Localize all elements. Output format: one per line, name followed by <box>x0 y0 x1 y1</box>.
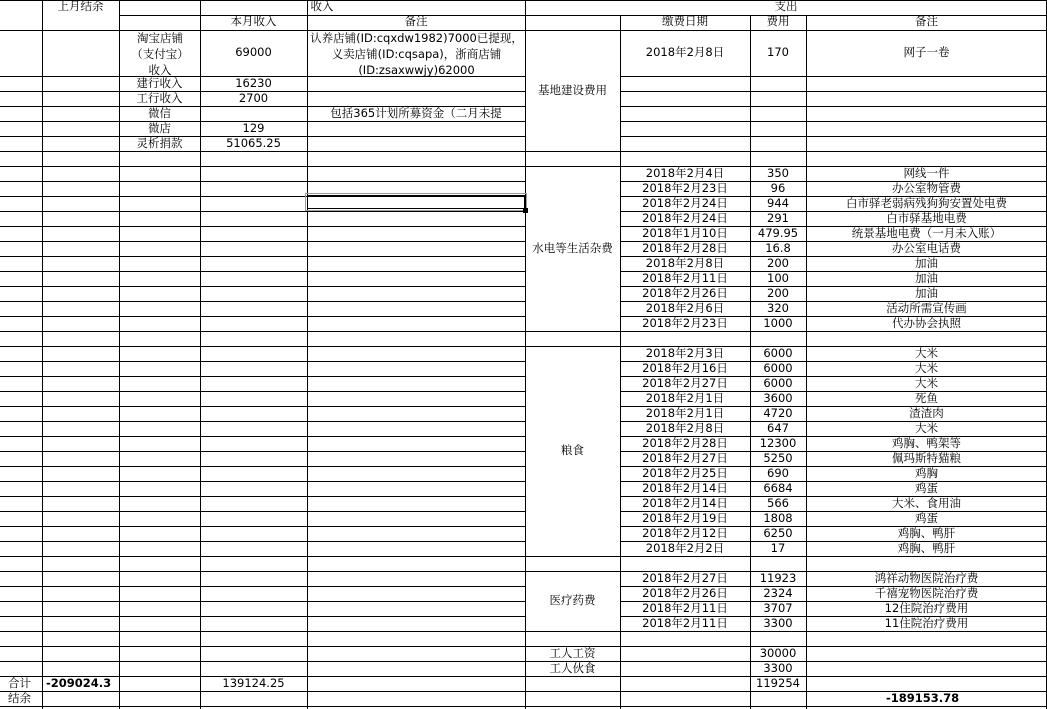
food-row-note: 鸡胸、鸭架等 <box>892 436 961 450</box>
category-meals: 工人伙食 <box>549 661 596 675</box>
food-row-date: 2018年2月28日 <box>642 436 728 450</box>
medical-row-cost: 3300 <box>763 616 793 630</box>
utility-row-cost: 200 <box>767 286 789 300</box>
header-expense: 支出 <box>774 0 798 13</box>
utility-row-note: 白市驿基地电费 <box>886 211 967 225</box>
utility-row-cost: 1000 <box>763 316 793 330</box>
utility-row-date: 2018年1月10日 <box>642 226 728 240</box>
utility-row-cost: 200 <box>767 256 789 270</box>
food-row-date: 2018年2月14日 <box>642 496 728 510</box>
utility-row-date: 2018年2月11日 <box>642 271 728 285</box>
food-row-cost: 647 <box>767 421 789 435</box>
grid-hline <box>525 631 1047 632</box>
grid-hline <box>0 181 526 182</box>
medical-row-date: 2018年2月26日 <box>642 586 728 600</box>
grid-hline <box>0 241 526 242</box>
income-wechat-note: 包括365计划所募资金（二月未提 <box>330 107 502 120</box>
grid-hline <box>525 331 1047 332</box>
grid-hline <box>0 511 526 512</box>
utility-row-cost: 291 <box>767 211 789 225</box>
totals-expense: 119254 <box>756 676 800 690</box>
utility-row-note: 加油 <box>915 256 938 270</box>
grid-hline <box>0 496 526 497</box>
food-row-note: 佩玛斯特猫粮 <box>892 451 961 465</box>
header-income: 收入 <box>310 0 334 13</box>
base-row-note: 网子一卷 <box>903 45 950 59</box>
utility-row-cost: 944 <box>767 196 789 210</box>
grid-hline <box>0 211 526 212</box>
totals-income: 139124.25 <box>222 676 285 690</box>
food-row-date: 2018年2月8日 <box>645 421 725 435</box>
food-row-note: 大米、食用油 <box>892 496 961 510</box>
food-row-date: 2018年2月16日 <box>642 361 728 375</box>
grid-hline <box>0 571 526 572</box>
food-row-cost: 6250 <box>763 526 793 540</box>
grid-hline <box>620 121 1047 122</box>
meals-cost: 3300 <box>763 661 793 675</box>
grid-hline <box>0 526 526 527</box>
grid-hline <box>620 106 1047 107</box>
utility-row-cost: 100 <box>767 271 789 285</box>
food-row-date: 2018年2月25日 <box>642 466 728 480</box>
grid-hline <box>0 256 526 257</box>
food-row-note: 鸡胸、鸭肝 <box>897 541 956 555</box>
food-row-cost: 566 <box>767 496 789 510</box>
income-taobao-label: 淘宝店铺（支付宝）收入 <box>131 31 189 77</box>
grid-hline <box>0 706 1047 707</box>
utility-row-note: 办公室电话费 <box>892 241 961 255</box>
grid-hline <box>0 376 526 377</box>
utility-row-cost: 16.8 <box>765 241 791 255</box>
grid-hline <box>0 616 526 617</box>
wage-cost: 30000 <box>759 646 797 660</box>
food-row-cost: 5250 <box>763 451 793 465</box>
income-wechat-label: 微信 <box>148 106 171 120</box>
medical-row-cost: 11923 <box>759 571 797 585</box>
food-row-date: 2018年2月3日 <box>645 346 725 360</box>
utility-row-note: 活动所需宣传画 <box>886 301 967 315</box>
totals-label: 合计 <box>8 676 31 690</box>
income-weidian-value: 129 <box>242 121 265 135</box>
food-row-cost: 6000 <box>763 376 793 390</box>
food-row-note: 大米 <box>915 361 938 375</box>
header-income-remark: 备注 <box>404 14 428 28</box>
utility-row-date: 2018年2月24日 <box>642 211 728 225</box>
utility-row-note: 代办协会执照 <box>892 316 961 330</box>
utility-row-date: 2018年2月23日 <box>642 181 728 195</box>
balance-label: 结余 <box>8 691 31 705</box>
grid-hline <box>0 556 526 557</box>
food-row-note: 鸡胸、鸭肝 <box>897 526 956 540</box>
food-row-note: 鸡胸 <box>915 466 938 480</box>
grid-hline <box>0 466 526 467</box>
food-row-note: 大米 <box>915 376 938 390</box>
food-row-cost: 4720 <box>763 406 793 420</box>
income-taobao-note: 认养店铺(ID:cqxdw1982)7000已提现，义卖店铺(ID:cqsapa)，浙商店铺(ID:zsaxwwjy)62000 <box>310 31 523 77</box>
grid-hline <box>0 301 526 302</box>
utility-row-date: 2018年2月23日 <box>642 316 728 330</box>
income-lingxi-value: 51065.25 <box>226 136 281 150</box>
balance-value: -189153.78 <box>886 691 960 705</box>
header-expense-remark: 备注 <box>915 14 938 28</box>
food-row-note: 鸡蛋 <box>915 511 938 525</box>
category-food: 粮食 <box>561 443 584 457</box>
food-row-date: 2018年2月1日 <box>645 406 725 420</box>
header-cost: 费用 <box>766 14 790 28</box>
utility-row-date: 2018年2月6日 <box>645 301 725 315</box>
category-medical: 医疗药费 <box>549 593 596 607</box>
food-row-cost: 6000 <box>763 346 793 360</box>
utility-row-note: 白市驿老弱病残狗狗安置处电费 <box>846 196 1007 210</box>
medical-row-date: 2018年2月11日 <box>642 601 728 615</box>
grid-hline <box>0 316 526 317</box>
food-row-date: 2018年2月12日 <box>642 526 728 540</box>
food-row-date: 2018年2月27日 <box>642 451 728 465</box>
grid-hline <box>0 271 526 272</box>
grid-hline <box>0 601 526 602</box>
medical-row-date: 2018年2月11日 <box>642 616 728 630</box>
utility-row-date: 2018年2月28日 <box>642 241 728 255</box>
food-row-date: 2018年2月1日 <box>645 391 725 405</box>
food-row-cost: 6684 <box>763 481 793 495</box>
base-row-date: 2018年2月8日 <box>645 45 725 59</box>
utility-row-date: 2018年2月24日 <box>642 196 728 210</box>
utility-row-note: 统景基地电费（一月未入账） <box>851 226 1002 240</box>
utility-row-cost: 479.95 <box>757 226 799 240</box>
food-row-cost: 690 <box>767 466 789 480</box>
income-icbc-value: 2700 <box>238 91 269 105</box>
utility-row-date: 2018年2月26日 <box>642 286 728 300</box>
grid-hline <box>620 136 1047 137</box>
grid-hline <box>0 481 526 482</box>
utility-row-note: 加油 <box>915 286 938 300</box>
income-ccb-value: 16230 <box>235 76 272 90</box>
utility-row-note: 加油 <box>915 271 938 285</box>
income-icbc-label: 工行收入 <box>136 91 183 105</box>
medical-row-note: 鸿祥动物医院治疗费 <box>874 571 979 585</box>
grid-hline <box>0 541 526 542</box>
grid-hline <box>0 661 526 662</box>
utility-row-cost: 320 <box>767 301 789 315</box>
income-lingxi-label: 灵析捐款 <box>136 136 183 150</box>
utility-row-date: 2018年2月8日 <box>645 256 725 270</box>
medical-row-note: 千禧宠物医院治疗费 <box>874 586 979 600</box>
food-row-cost: 1808 <box>763 511 793 525</box>
food-row-cost: 12300 <box>759 436 797 450</box>
grid-hline <box>0 226 526 227</box>
grid-hline <box>0 331 526 332</box>
food-row-date: 2018年2月27日 <box>642 376 728 390</box>
grid-hline <box>0 361 526 362</box>
grid-hline <box>0 646 526 647</box>
grid-hline <box>0 421 526 422</box>
grid-hline <box>0 436 526 437</box>
grid-hline <box>0 151 526 152</box>
food-row-date: 2018年2月2日 <box>645 541 725 555</box>
grid-hline <box>620 76 1047 77</box>
medical-row-cost: 3707 <box>763 601 793 615</box>
utility-row-cost: 96 <box>770 181 786 195</box>
grid-hline <box>525 556 1047 557</box>
food-row-note: 大米 <box>915 346 938 360</box>
medical-row-note: 11住院治疗费用 <box>884 616 969 630</box>
selected-cell[interactable] <box>307 195 525 209</box>
utility-row-note: 办公室物管费 <box>892 181 961 195</box>
grid-hline <box>525 151 1047 152</box>
grid-hline <box>0 286 526 287</box>
utility-row-date: 2018年2月4日 <box>645 166 725 180</box>
food-row-note: 大米 <box>915 421 938 435</box>
category-base: 基地建设费用 <box>538 83 607 97</box>
food-row-cost: 17 <box>770 541 786 555</box>
medical-row-note: 12住院治疗费用 <box>884 601 969 615</box>
category-utilities: 水电等生活杂费 <box>532 241 613 255</box>
grid-hline <box>0 346 526 347</box>
grid-hline <box>0 391 526 392</box>
food-row-note: 死鱼 <box>915 391 938 405</box>
base-row-cost: 170 <box>767 45 789 59</box>
grid-hline <box>0 406 526 407</box>
income-ccb-label: 建行收入 <box>136 76 183 90</box>
food-row-note: 渣渣肉 <box>909 406 944 420</box>
header-monthly-income: 本月收入 <box>230 14 277 28</box>
fill-handle[interactable] <box>523 208 528 213</box>
food-row-date: 2018年2月19日 <box>642 511 728 525</box>
grid-hline <box>620 91 1047 92</box>
header-pay-date: 缴费日期 <box>662 14 708 28</box>
totals-prev-balance: -209024.3 <box>46 676 112 690</box>
food-row-note: 鸡蛋 <box>915 481 938 495</box>
grid-hline <box>0 586 526 587</box>
grid-hline <box>0 631 526 632</box>
category-wage: 工人工资 <box>549 646 596 660</box>
medical-row-cost: 2324 <box>763 586 793 600</box>
medical-row-date: 2018年2月27日 <box>642 571 728 585</box>
utility-row-cost: 350 <box>767 166 789 180</box>
income-weidian-label: 微店 <box>148 121 171 135</box>
grid-hline <box>0 451 526 452</box>
food-row-cost: 6000 <box>763 361 793 375</box>
header-prev-balance: 上月结余 <box>57 0 104 13</box>
grid-hline <box>0 166 526 167</box>
food-row-cost: 3600 <box>763 391 793 405</box>
income-taobao-value: 69000 <box>235 45 272 59</box>
food-row-date: 2018年2月14日 <box>642 481 728 495</box>
utility-row-note: 网线一件 <box>903 166 950 180</box>
